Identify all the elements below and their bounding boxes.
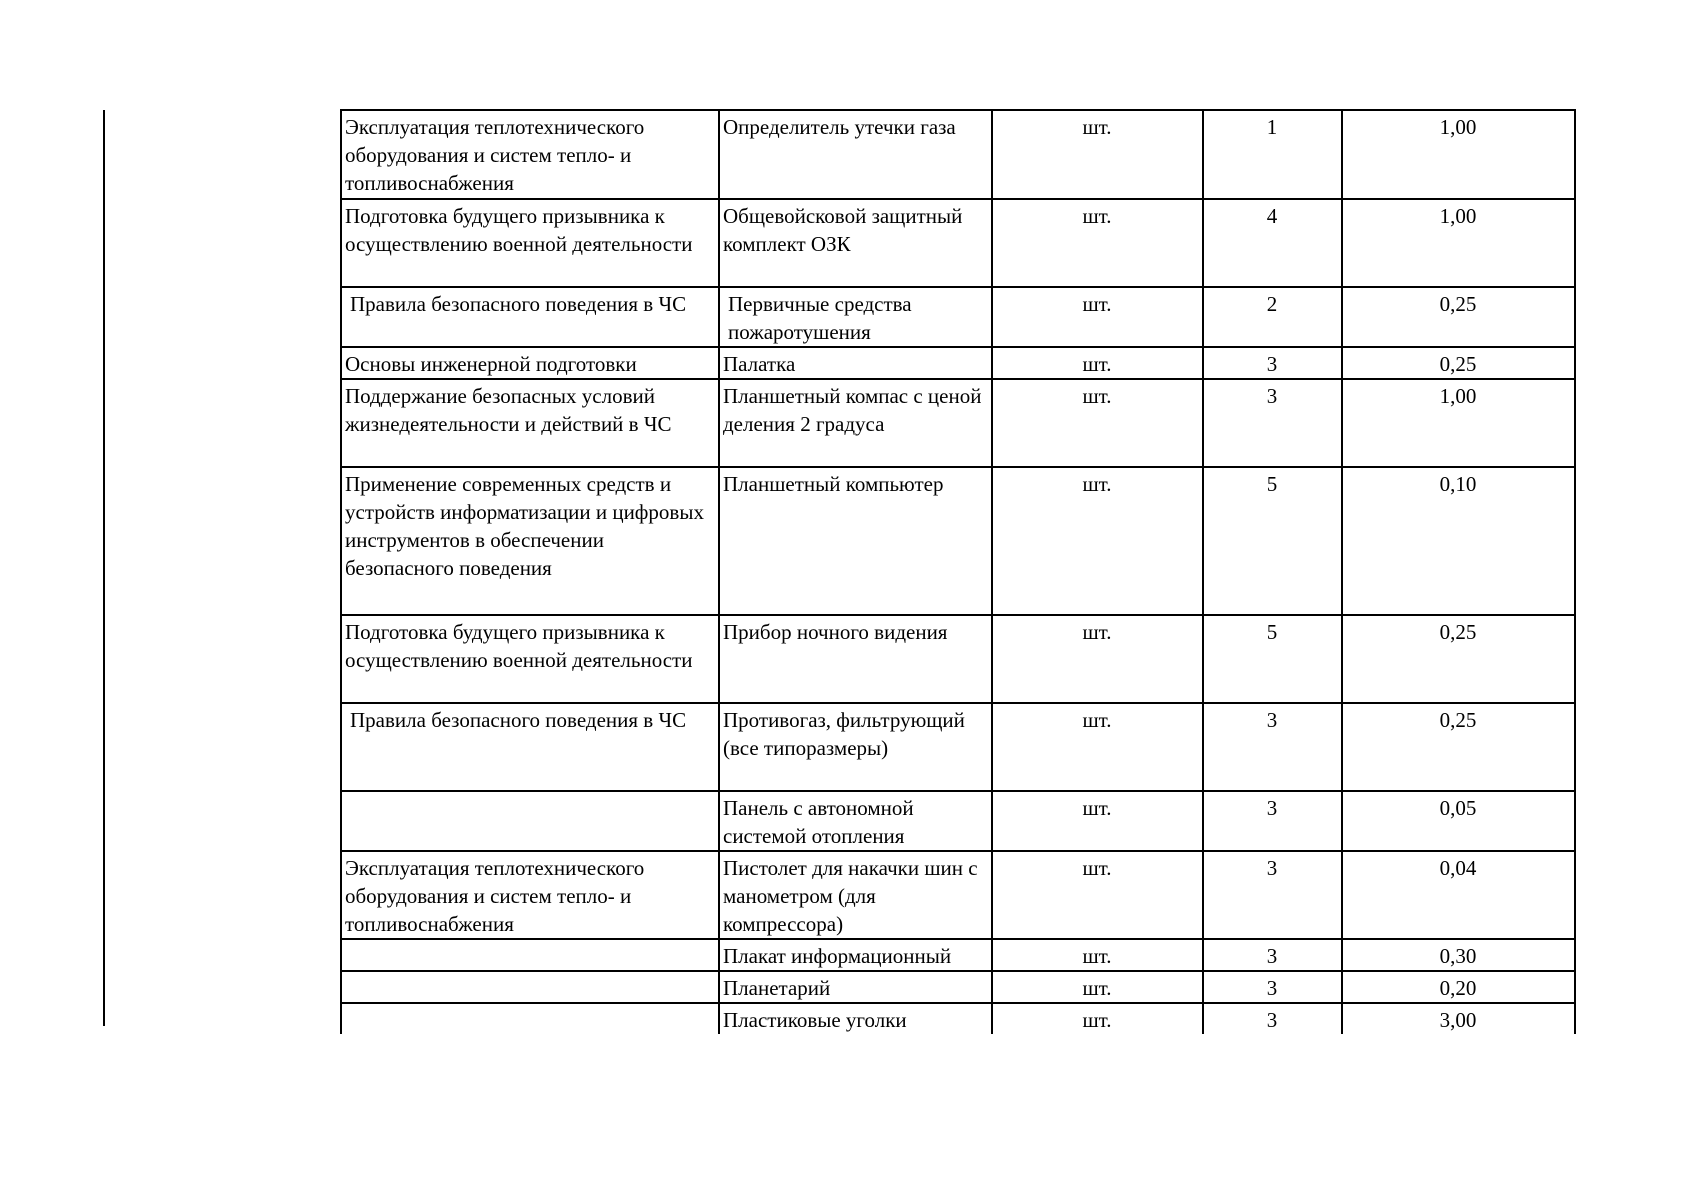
item-cell: Планшетный компас с ценой деления 2 градуса (719, 379, 992, 467)
qty-cell: 3 (1203, 851, 1342, 939)
table-row (341, 347, 1575, 379)
unit-cell: шт. (992, 347, 1203, 379)
qty-cell: 3 (1203, 379, 1342, 467)
unit-cell: шт. (992, 703, 1203, 791)
table-row (341, 971, 1575, 1003)
unit-cell: шт. (992, 971, 1203, 1003)
coef-cell: 1,00 (1342, 379, 1575, 467)
unit-cell: шт. (992, 199, 1203, 287)
coef-cell: 0,25 (1342, 347, 1575, 379)
coef-cell: 3,00 (1342, 1003, 1575, 1034)
table-row (341, 703, 1575, 791)
unit-cell: шт. (992, 615, 1203, 703)
table-row (341, 615, 1575, 703)
equipment-table (340, 109, 1576, 1034)
unit-cell: шт. (992, 287, 1203, 347)
section-cell: Применение современных средств и устройств информатизации и цифровых инструментов в обеспечении безопасного поведения (341, 467, 719, 615)
coef-cell: 0,20 (1342, 971, 1575, 1003)
coef-cell: 1,00 (1342, 110, 1575, 199)
table-row (341, 851, 1575, 939)
item-cell: Пластиковые уголки (719, 1003, 992, 1034)
item-cell: Первичные средства пожаротушения (719, 287, 992, 347)
qty-cell: 4 (1203, 199, 1342, 287)
section-cell: Правила безопасного поведения в ЧС (341, 703, 719, 791)
coef-cell: 1,00 (1342, 199, 1575, 287)
table-row (341, 1003, 1575, 1034)
section-cell: Поддержание безопасных условий жизнедеятельности и действий в ЧС (341, 379, 719, 467)
coef-cell: 0,25 (1342, 615, 1575, 703)
section-cell: Подготовка будущего призывника к осуществлению военной деятельности (341, 199, 719, 287)
table-row (341, 939, 1575, 971)
qty-cell: 3 (1203, 791, 1342, 851)
section-cell (341, 791, 719, 851)
qty-cell: 3 (1203, 703, 1342, 791)
item-cell: Панель с автономной системой отопления (719, 791, 992, 851)
section-cell (341, 1003, 719, 1034)
table-row (341, 199, 1575, 287)
unit-cell: шт. (992, 467, 1203, 615)
unit-cell: шт. (992, 851, 1203, 939)
section-cell (341, 939, 719, 971)
table-row (341, 287, 1575, 347)
qty-cell: 3 (1203, 971, 1342, 1003)
section-cell: Эксплуатация теплотехнического оборудования и систем тепло- и топливоснабжения (341, 110, 719, 199)
qty-cell: 2 (1203, 287, 1342, 347)
section-cell: Основы инженерной подготовки (341, 347, 719, 379)
table-row (341, 110, 1575, 199)
table-row (341, 379, 1575, 467)
item-cell: Плакат информационный (719, 939, 992, 971)
coef-cell: 0,05 (1342, 791, 1575, 851)
left-margin-rule (103, 110, 105, 1026)
item-cell: Прибор ночного видения (719, 615, 992, 703)
section-cell: Подготовка будущего призывника к осуществлению военной деятельности (341, 615, 719, 703)
table-row (341, 791, 1575, 851)
section-cell: Эксплуатация теплотехнического оборудования и систем тепло- и топливоснабжения (341, 851, 719, 939)
coef-cell: 0,30 (1342, 939, 1575, 971)
unit-cell: шт. (992, 939, 1203, 971)
qty-cell: 3 (1203, 347, 1342, 379)
item-cell: Пистолет для накачки шин с манометром (для компрессора) (719, 851, 992, 939)
item-cell: Планшетный компьютер (719, 467, 992, 615)
qty-cell: 3 (1203, 1003, 1342, 1034)
unit-cell: шт. (992, 379, 1203, 467)
item-cell: Противогаз, фильтрующий (все типоразмеры) (719, 703, 992, 791)
qty-cell: 1 (1203, 110, 1342, 199)
coef-cell: 0,10 (1342, 467, 1575, 615)
coef-cell: 0,04 (1342, 851, 1575, 939)
qty-cell: 5 (1203, 615, 1342, 703)
unit-cell: шт. (992, 110, 1203, 199)
table-row (341, 467, 1575, 615)
section-cell: Правила безопасного поведения в ЧС (341, 287, 719, 347)
section-cell (341, 971, 719, 1003)
qty-cell: 3 (1203, 939, 1342, 971)
unit-cell: шт. (992, 1003, 1203, 1034)
item-cell: Палатка (719, 347, 992, 379)
item-cell: Планетарий (719, 971, 992, 1003)
coef-cell: 0,25 (1342, 287, 1575, 347)
unit-cell: шт. (992, 791, 1203, 851)
qty-cell: 5 (1203, 467, 1342, 615)
item-cell: Общевойсковой защитный комплект ОЗК (719, 199, 992, 287)
coef-cell: 0,25 (1342, 703, 1575, 791)
item-cell: Определитель утечки газа (719, 110, 992, 199)
